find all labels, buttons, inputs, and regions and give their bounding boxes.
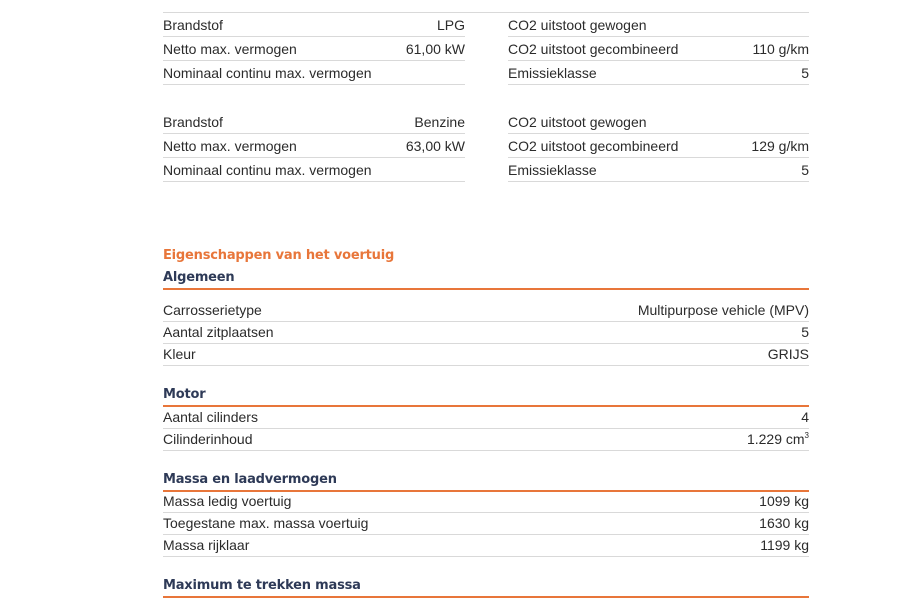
table-row [163,61,809,85]
row-label: CO2 uitstoot gewogen [508,114,647,130]
massa-list [163,491,809,557]
row-label: CO2 uitstoot gecombineerd [508,138,679,154]
row-label: Brandstof [163,17,223,33]
environment-table-lpg [163,13,809,85]
row-label: Emissieklasse [508,65,597,81]
unit-superscript: 3 [804,431,809,440]
row-value: 5 [801,65,809,81]
row-value: 5 [801,324,809,340]
list-item [163,344,809,366]
row-label: Aantal zitplaatsen [163,324,274,340]
row-value: 1630 kg [759,515,809,531]
environment-table-benzine [163,110,809,182]
row-label: Carrosserietype [163,302,262,318]
row-label: CO2 uitstoot gewogen [508,17,647,33]
list-item [163,322,809,344]
list-item [163,429,809,451]
row-label: Massa rijklaar [163,537,250,553]
table-row [163,158,809,182]
row-label: Toegestane max. massa voertuig [163,515,369,531]
group-title-trekken: Maximum te trekken massa [163,576,809,598]
group-title-massa: Massa en laadvermogen [163,470,809,492]
row-label: Aantal cilinders [163,409,258,425]
row-value: GRIJS [767,346,809,362]
row-value: 63,00 kW [405,138,465,154]
row-value: 1099 kg [759,493,809,509]
row-value: LPG [436,17,465,33]
list-item [163,407,809,429]
group-title-algemeen: Algemeen [163,268,809,290]
group-title-motor: Motor [163,385,809,407]
section-title-eigenschappen: Eigenschappen van het voertuig [163,248,395,263]
motor-list [163,407,809,451]
list-item [163,300,809,322]
table-row [163,110,809,134]
row-label: Kleur [163,346,196,362]
row-label: Emissieklasse [508,162,597,178]
list-item [163,535,809,557]
row-value: 4 [801,409,809,425]
list-item [163,491,809,513]
row-label: Brandstof [163,114,223,130]
row-value: Multipurpose vehicle (MPV) [637,302,809,318]
table-row [163,134,809,158]
section-title-milieuprestaties [163,0,282,6]
row-label: CO2 uitstoot gecombineerd [508,41,679,57]
row-label: Massa ledig voertuig [163,493,292,509]
row-value: 1199 kg [760,537,809,553]
table-row [163,37,809,61]
row-label: Nominaal continu max. vermogen [163,162,372,178]
row-value: Benzine [414,114,465,130]
row-label: Nominaal continu max. vermogen [163,65,372,81]
row-label: Netto max. vermogen [163,138,297,154]
row-value: 129 g/km [751,138,809,154]
row-value: 5 [801,162,809,178]
row-value: 1.229 $cm^3$ [746,431,809,447]
row-label: Cilinderinhoud [163,431,253,447]
list-item [163,513,809,535]
algemeen-list [163,300,809,366]
row-value: 61,00 kW [405,41,465,57]
row-value: 110 g/km [752,41,809,57]
table-row [163,13,809,37]
row-label: Netto max. vermogen [163,41,297,57]
